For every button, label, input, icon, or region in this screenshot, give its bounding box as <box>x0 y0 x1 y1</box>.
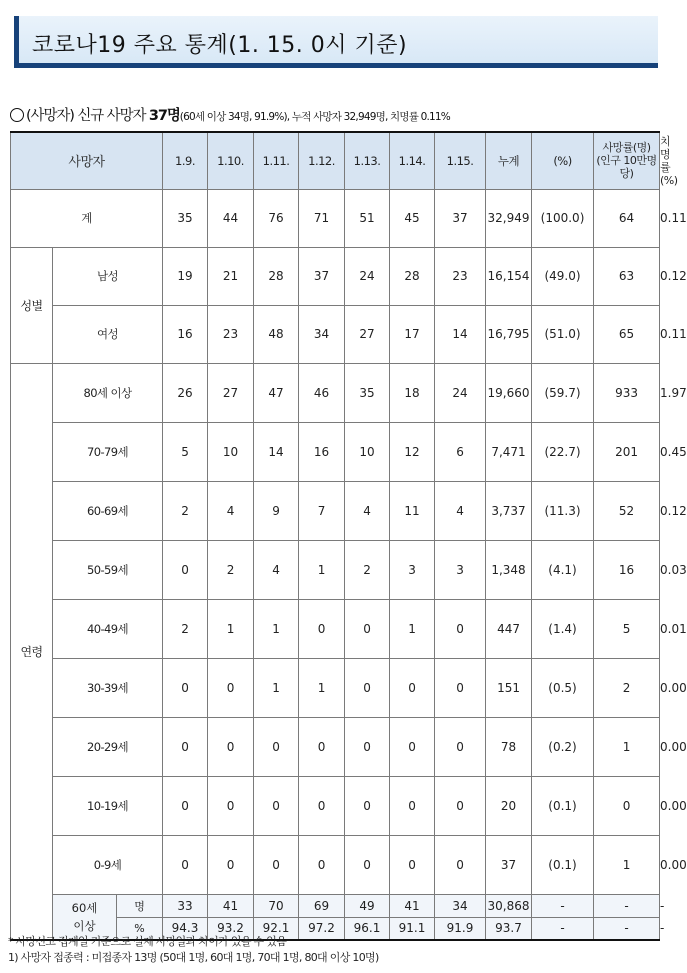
table-cell: 0 <box>163 717 208 776</box>
table-cell: 1 <box>299 540 345 599</box>
table-row-age-50: 50-59세 0 2 4 1 2 3 3 1,348 (4.1) 16 0.03 <box>11 540 660 599</box>
table-cell: 10 <box>345 422 390 481</box>
table-cell: 933 <box>594 363 660 422</box>
table-cell: 0 <box>435 776 486 835</box>
table-cell: 0 <box>254 835 299 894</box>
table-cell: 27 <box>345 305 390 363</box>
table-row-male: 성별 남성 19 21 28 37 24 28 23 16,154 (49.0) 63 0.12 <box>11 247 660 305</box>
footnote: 1) 사망자 접종력 : 미접종자 13명 (50대 1명, 60대 1명, 70대 1명, 80대 이상 10명) <box>8 951 379 964</box>
table-cell: 1 <box>254 658 299 717</box>
table-cell: 0 <box>163 540 208 599</box>
table-cell: 4 <box>254 540 299 599</box>
table-cell: 76 <box>254 189 299 247</box>
row-label: 80세 이상 <box>53 363 163 422</box>
table-cell: 4 <box>208 481 254 540</box>
table-cell: 17 <box>390 305 435 363</box>
table-cell: (59.7) <box>532 363 594 422</box>
table-cell: 0 <box>299 835 345 894</box>
table-cell: 71 <box>299 189 345 247</box>
table-cell: 3,737 <box>486 481 532 540</box>
table-cell: 34 <box>299 305 345 363</box>
table-cell: 24 <box>435 363 486 422</box>
table-cell: (0.2) <box>532 717 594 776</box>
table-cell: 0 <box>163 776 208 835</box>
table-cell: (1.4) <box>532 599 594 658</box>
table-cell: 37 <box>299 247 345 305</box>
table-cell: 0 <box>208 776 254 835</box>
table-cell: 20 <box>486 776 532 835</box>
table-cell: 0 <box>345 599 390 658</box>
table-cell: 7,471 <box>486 422 532 481</box>
table-cell: 1,348 <box>486 540 532 599</box>
row-label: 50-59세 <box>53 540 163 599</box>
headline-new-deaths: 37명 <box>148 108 180 124</box>
table-cell: 0 <box>594 776 660 835</box>
col-header-death-rate: 사망률(명) (인구 10만명당) <box>594 132 660 189</box>
table-cell: - <box>532 917 594 940</box>
table-cell: 37 <box>435 189 486 247</box>
table-cell: 0 <box>435 717 486 776</box>
table-cell: (100.0) <box>532 189 594 247</box>
row-label: 10-19세 <box>53 776 163 835</box>
table-cell: 93.2 <box>208 917 254 940</box>
table-cell: 0 <box>345 717 390 776</box>
table-cell: 78 <box>486 717 532 776</box>
table-row-total: 계 35 44 76 71 51 45 37 32,949 (100.0) 64 0.11 <box>11 189 660 247</box>
table-cell: 28 <box>254 247 299 305</box>
table-cell: 6 <box>435 422 486 481</box>
table-cell: 70 <box>254 894 299 917</box>
table-cell: 41 <box>208 894 254 917</box>
table-cell: 1 <box>254 599 299 658</box>
col-header-deaths: 사망자 <box>11 132 163 189</box>
row-label: 남성 <box>53 247 163 305</box>
table-cell: 14 <box>254 422 299 481</box>
over60-count-unit: 명 <box>117 894 163 917</box>
table-cell: - <box>594 894 660 917</box>
table-cell: 16 <box>163 305 208 363</box>
table-cell: 0 <box>299 599 345 658</box>
table-cell: (0.1) <box>532 835 594 894</box>
table-cell: (4.1) <box>532 540 594 599</box>
table-cell: 16,154 <box>486 247 532 305</box>
table-cell: 1 <box>390 599 435 658</box>
table-cell: 151 <box>486 658 532 717</box>
table-cell: 41 <box>390 894 435 917</box>
table-cell: 16,795 <box>486 305 532 363</box>
table-cell: 24 <box>345 247 390 305</box>
table-cell: 0 <box>299 717 345 776</box>
over60-label-line2: 이상 <box>73 918 96 933</box>
table-cell: 23 <box>208 305 254 363</box>
table-cell: (51.0) <box>532 305 594 363</box>
table-cell: 14 <box>435 305 486 363</box>
col-header-date: 1.12. <box>299 132 345 189</box>
table-cell: 69 <box>299 894 345 917</box>
title-accent-bar <box>14 16 19 63</box>
table-cell: 5 <box>594 599 660 658</box>
table-cell: 0 <box>390 776 435 835</box>
col-header-date: 1.15. <box>435 132 486 189</box>
table-cell: 2 <box>594 658 660 717</box>
table-cell: 0 <box>208 658 254 717</box>
table-cell: 0 <box>254 776 299 835</box>
group-label-age: 연령 <box>11 363 53 940</box>
table-row-age-10: 10-19세 0 0 0 0 0 0 0 20 (0.1) 0 0.00 <box>11 776 660 835</box>
table-cell: 27 <box>208 363 254 422</box>
table-cell: 3 <box>435 540 486 599</box>
table-cell: 46 <box>299 363 345 422</box>
table-cell: 26 <box>163 363 208 422</box>
row-label: 0-9세 <box>53 835 163 894</box>
table-cell: (0.5) <box>532 658 594 717</box>
table-row-female: 여성 16 23 48 34 27 17 14 16,795 (51.0) 65 0.11 <box>11 305 660 363</box>
table-cell: 16 <box>299 422 345 481</box>
table-cell: 33 <box>163 894 208 917</box>
table-cell: 35 <box>345 363 390 422</box>
table-row-age-20: 20-29세 0 0 0 0 0 0 0 78 (0.2) 1 0.00 <box>11 717 660 776</box>
table-cell: - <box>594 917 660 940</box>
table-cell: 0 <box>435 835 486 894</box>
table-cell: 52 <box>594 481 660 540</box>
table-cell: 9 <box>254 481 299 540</box>
table-cell: 16 <box>594 540 660 599</box>
group-label-sex: 성별 <box>11 247 53 363</box>
table-cell: 47 <box>254 363 299 422</box>
footnotes <box>8 934 658 966</box>
table-cell: 0 <box>345 658 390 717</box>
table-cell: 7 <box>299 481 345 540</box>
table-cell: (0.1) <box>532 776 594 835</box>
table-row-age-0: 0-9세 0 0 0 0 0 0 0 37 (0.1) 1 0.00 <box>11 835 660 894</box>
table-cell: 447 <box>486 599 532 658</box>
col-header-date: 1.13. <box>345 132 390 189</box>
table-cell: 37 <box>486 835 532 894</box>
table-cell: 0 <box>163 658 208 717</box>
table-cell: (49.0) <box>532 247 594 305</box>
row-label: 계 <box>11 189 163 247</box>
table-cell: 1 <box>208 599 254 658</box>
table-cell: 28 <box>390 247 435 305</box>
col-header-date: 1.14. <box>390 132 435 189</box>
col-header-date: 1.10. <box>208 132 254 189</box>
row-label: 30-39세 <box>53 658 163 717</box>
table-cell: 18 <box>390 363 435 422</box>
table-cell: (22.7) <box>532 422 594 481</box>
death-statistics-table <box>10 131 687 941</box>
table-cell: 0 <box>208 835 254 894</box>
col-header-percent: (%) <box>532 132 594 189</box>
table-cell: 96.1 <box>345 917 390 940</box>
table-cell: 0 <box>345 776 390 835</box>
bullet-circle-icon <box>10 108 24 122</box>
row-label: 60-69세 <box>53 481 163 540</box>
table-cell: 2 <box>163 599 208 658</box>
table-cell: 34 <box>435 894 486 917</box>
table-row-over60-count: 60세 이상 명 33 41 70 69 49 41 34 30,868 - - - <box>11 894 660 917</box>
table-cell: 0 <box>390 835 435 894</box>
table-cell: 23 <box>435 247 486 305</box>
table-cell: 64 <box>594 189 660 247</box>
table-cell: 92.1 <box>254 917 299 940</box>
table-cell: 97.2 <box>299 917 345 940</box>
headline-part-1: (사망자) 신규 사망자 <box>26 108 149 124</box>
row-label: 70-79세 <box>53 422 163 481</box>
col-header-date: 1.11. <box>254 132 299 189</box>
table-row-over60-percent: % 94.3 93.2 92.1 97.2 96.1 91.1 91.9 93.7 - - - <box>11 917 660 940</box>
table-cell: 0 <box>390 658 435 717</box>
row-label: 40-49세 <box>53 599 163 658</box>
table-cell: 1 <box>594 835 660 894</box>
table-header-row: 사망자 1.9. 1.10. 1.11. 1.12. 1.13. 1.14. 1.15. 누계 (%) 사망률(명) (인구 10만명당) 치명률 (%) <box>11 132 660 189</box>
row-label: 여성 <box>53 305 163 363</box>
table-cell: 35 <box>163 189 208 247</box>
table-cell: 63 <box>594 247 660 305</box>
table-cell: 48 <box>254 305 299 363</box>
table-cell: 1 <box>299 658 345 717</box>
table-cell: 0 <box>435 658 486 717</box>
table-cell: 30,868 <box>486 894 532 917</box>
table-cell: 0 <box>208 717 254 776</box>
table-cell: 0 <box>163 835 208 894</box>
table-cell: 4 <box>345 481 390 540</box>
title-banner <box>14 16 658 68</box>
table-cell: 10 <box>208 422 254 481</box>
table-cell: 91.9 <box>435 917 486 940</box>
table-cell: 19,660 <box>486 363 532 422</box>
headline <box>10 104 659 126</box>
over60-label-line1: 60세 <box>71 900 98 915</box>
table-cell: 19 <box>163 247 208 305</box>
table-row-age-60: 60-69세 2 4 9 7 4 11 4 3,737 (11.3) 52 0.12 <box>11 481 660 540</box>
table-row-age-70: 70-79세 5 10 14 16 10 12 6 7,471 (22.7) 201 0.45 <box>11 422 660 481</box>
table-cell: 3 <box>390 540 435 599</box>
table-cell: - <box>532 894 594 917</box>
table-cell: 12 <box>390 422 435 481</box>
table-cell: 11 <box>390 481 435 540</box>
table-cell: 201 <box>594 422 660 481</box>
headline-part-2: (60세 이상 34명, 91.9%), 누적 사망자 32,949명, 치명률 0.11% <box>179 111 450 123</box>
col-header-date: 1.9. <box>163 132 208 189</box>
table-cell: 0 <box>345 835 390 894</box>
row-label: 20-29세 <box>53 717 163 776</box>
table-cell: 0 <box>390 717 435 776</box>
page-title: 코로나19 주요 통계(1. 15. 0시 기준) <box>32 33 408 58</box>
table-cell: 91.1 <box>390 917 435 940</box>
table-cell: 2 <box>208 540 254 599</box>
table-cell: 0 <box>435 599 486 658</box>
over60-pct-unit: % <box>117 917 163 940</box>
table-row-age-80: 연령 80세 이상 26 27 47 46 35 18 24 19,660 (59.7) 933 1.97 <box>11 363 660 422</box>
table-cell: 93.7 <box>486 917 532 940</box>
table-cell: 94.3 <box>163 917 208 940</box>
table-cell: (11.3) <box>532 481 594 540</box>
footnote: * 사망신고 집계일 기준으로 실제 사망일과 차이가 있을 수 있음 <box>8 935 287 948</box>
table-row-age-30: 30-39세 0 0 1 1 0 0 0 151 (0.5) 2 0.00 <box>11 658 660 717</box>
table-cell: 4 <box>435 481 486 540</box>
table-cell: 2 <box>345 540 390 599</box>
table-cell: 65 <box>594 305 660 363</box>
table-row-age-40: 40-49세 2 1 1 0 0 1 0 447 (1.4) 5 0.01 <box>11 599 660 658</box>
table-cell: 49 <box>345 894 390 917</box>
table-cell: 0 <box>254 717 299 776</box>
table-cell: 51 <box>345 189 390 247</box>
table-cell: 21 <box>208 247 254 305</box>
table-cell: 1 <box>594 717 660 776</box>
col-header-cumulative: 누계 <box>486 132 532 189</box>
table-cell: 0 <box>299 776 345 835</box>
table-cell: 45 <box>390 189 435 247</box>
table-cell: 44 <box>208 189 254 247</box>
table-cell: 32,949 <box>486 189 532 247</box>
table-cell: 2 <box>163 481 208 540</box>
table-cell: 5 <box>163 422 208 481</box>
